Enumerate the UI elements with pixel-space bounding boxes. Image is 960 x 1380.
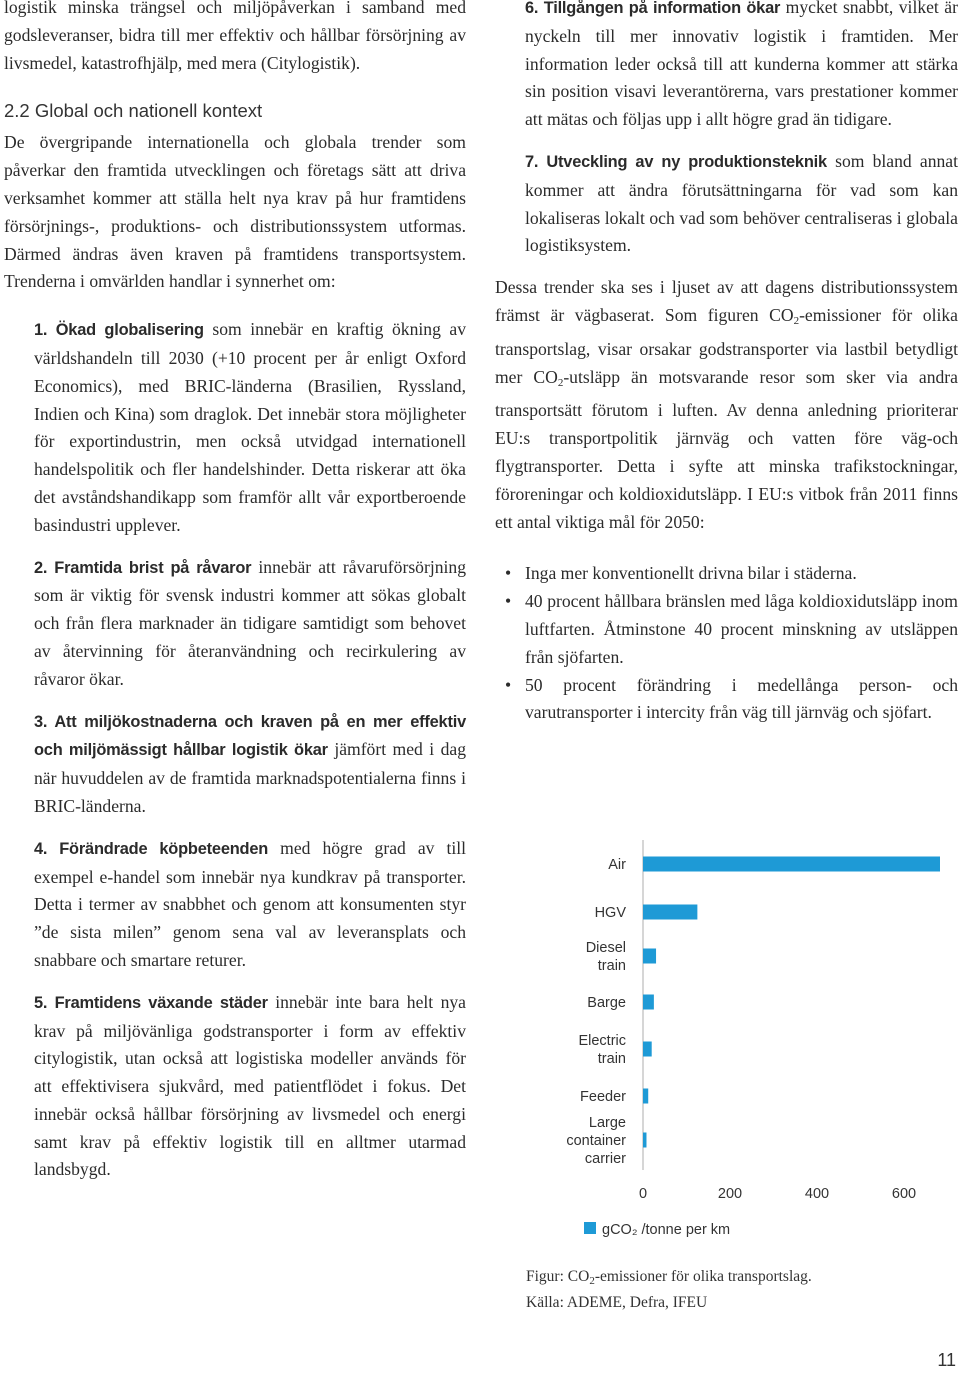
category-label: HGV: [594, 905, 626, 921]
category-label: Electric: [578, 1033, 626, 1049]
intro-paragraph: logistik minska trängsel och miljöpåverkan i samband med godsleveranser, bidra till mer effektiv och hållbar försörjning av livsmedel, katastrofhjälp, med mera (Citylogistik).: [4, 0, 466, 73]
co2-subscript: 2: [589, 1275, 595, 1287]
trend-item-1: [4, 316, 466, 539]
trend-text-3: jämfört med i dag när huvuddelen av de framtida marknadspotentialerna finns i BRIC-länderna.: [34, 739, 467, 816]
goal-text: Inga mer konventionellt drivna bilar i städerna.: [525, 563, 857, 584]
bar-hgv: [643, 905, 697, 920]
trend-title-1: 1. Ökad globalisering: [34, 321, 204, 340]
trend-item-5: [4, 989, 466, 1185]
legend-swatch: [584, 1222, 596, 1234]
emissions-chart: [560, 840, 940, 1250]
caption-part1: Figur: CO: [526, 1268, 590, 1285]
list-item: [505, 560, 958, 588]
category-label: Air: [608, 857, 626, 873]
trend-text-1: som innebär en kraftig ökning av världshandeln till 2030 (+10 procent per år enligt Oxford Economics), med BRIC-länderna (Brasilien, Ryssland, Indien och Kina) som draglok. Det innebär stora möjligheter för exportindustrin, men också utvidgad internationell handelspolitik och fler handelshinder. Detta riskerar att öka det avståndshandikapp som framför allt vår exportberoende basindustri upplever.: [34, 319, 466, 535]
page-number: 11: [937, 1350, 956, 1370]
trend-text-6: mycket snabbt, vilket är nyckeln till mer innovativ logistik i framtiden. Mer information leder också till att kunderna kommer att stärka sin position visavi leverantörerna, vars prestationer kommer att mätas och följas upp i allt högre grad än tidigare.: [525, 0, 958, 130]
goals-list: [495, 560, 958, 727]
left-column: [4, 0, 466, 1198]
trend-text-2: innebär att råvaruförsörjning som är viktig för svensk industri kommer att sökas globalt och från flera marknader än tidigare samtidigt som behovet av återvinning för återanvändning och recirkulering av råvaror ökar.: [34, 556, 466, 689]
trends-paragraph-part2: -emissioner för olika transportslag, visar orsakar godstransporter via lastbil betydligt mer CO: [495, 304, 958, 387]
trend-item-7: [495, 148, 958, 260]
caption-line: [526, 1266, 812, 1292]
category-label: Large: [588, 1115, 626, 1131]
x-tick-label: 600: [891, 1186, 917, 1202]
category-label: train: [597, 1051, 626, 1067]
trend-text-7: som bland annat kommer att ändra förutsättningarna för vad som kan lokaliseras lokalt och vad som behöver centraliseras i globala logistiksystem.: [525, 150, 958, 256]
bullet-icon: •: [505, 674, 512, 695]
bar-electric-train: [643, 1042, 652, 1057]
category-label: carrier: [584, 1151, 626, 1167]
bar-large-container-carrier: [643, 1133, 646, 1148]
list-item: [505, 588, 958, 671]
category-label: train: [597, 958, 626, 974]
trend-title-2: 2. Framtida brist på råvaror: [34, 558, 252, 577]
trend-title-3: 3. Att miljökostnaderna och kraven på en mer effektiv och miljömässigt hållbar logistik ökar: [34, 712, 466, 760]
co2-subscript: 2: [557, 376, 564, 389]
trend-item-3: [4, 708, 466, 821]
trend-text-4: med högre grad av till exempel e-handel som innebär nya kundkrav på transporter. Detta i termer av snabbhet och genom att konsumenten styr ”de sista milen” genom sena val av leveransplats och snabbare och smartare returer.: [34, 837, 466, 970]
trends-paragraph: [495, 274, 958, 536]
legend-label: gCO₂ /tonne per km: [602, 1222, 731, 1238]
caption-source: Källa: ADEME, Defra, IFEU: [526, 1294, 708, 1311]
category-label: Feeder: [580, 1089, 626, 1105]
goal-text: 40 procent hållbara bränslen med låga koldioxidutsläpp inom luftfarten. Åtminstone 40 procent minskning av utsläppen från sjöfarten.: [525, 591, 958, 667]
section-heading: 2.2 Global och nationell kontext: [4, 100, 263, 122]
right-column: [495, 0, 958, 727]
trends-paragraph-part1: Dessa trender ska ses i ljuset av att dagens distributionssystem främst är vägbaserat. Som figuren CO: [495, 277, 958, 325]
trends-paragraph-part3: -utsläpp än motsvarande resor som sker via andra transportsätt förutom i luften. Av denna anledning prioriterar EU:s transportpolitik järnväg och vatten före väg-och flygtransporter. Detta i syfte att minska trafikstockningar, föroreningar och koldioxidutsläpp. I EU:s vitbok från 2011 finns ett antal viktiga mål för 2050:: [495, 366, 958, 532]
bar-air: [643, 857, 940, 872]
trend-title-5: 5. Framtidens växande städer: [34, 993, 268, 1012]
list-item: [505, 672, 958, 728]
goal-text: 50 procent förändring i medellånga person- och varutransporter i intercity från väg till järnväg och sjöfart.: [525, 674, 958, 723]
figure-caption: [526, 1266, 812, 1314]
trend-title-6: 6. Tillgången på information ökar: [525, 0, 781, 17]
x-tick-label: 0: [638, 1186, 648, 1202]
category-label: container: [566, 1133, 626, 1149]
category-label: Diesel: [585, 940, 626, 956]
bar-diesel-train: [643, 949, 656, 964]
x-tick-label: 200: [717, 1186, 743, 1202]
bar-barge: [643, 995, 654, 1010]
bar-feeder: [643, 1089, 648, 1104]
caption-part2: -emissioner för olika transportslag.: [594, 1268, 812, 1285]
emissions-chart-svg: [560, 840, 940, 1250]
trend-item-6: [495, 0, 958, 134]
trend-item-4: [4, 835, 466, 975]
bullet-icon: •: [505, 591, 512, 612]
trend-title-7: 7. Utveckling av ny produktionsteknik: [525, 152, 827, 171]
bullet-icon: •: [505, 563, 512, 584]
trend-title-4: 4. Förändrade köpbeteenden: [34, 839, 269, 858]
co2-subscript: 2: [793, 314, 800, 327]
x-tick-label: 400: [804, 1186, 830, 1202]
trend-item-2: [4, 554, 466, 694]
trend-text-5: innebär inte bara helt nya krav på miljövänliga godstransporter i form av effektiv citylogistik, utan också att logistiska modeller används för att effektivisera sjukvård, med patientflödet i fokus. Det innebär också hållbar försörjning av livsmedel och energi samt krav på effektiv logistik till en alltmer utarmad landsbygd.: [34, 991, 466, 1180]
section-body: De övergripande internationella och globala trender som påverkar den framtida utvecklingen och företags sätt att driva verksamhet kommer att ställa helt nya krav på hur framtidens försörjnings-, produktions- och distributionssystem utformas. Därmed ändras även kraven på framtidens transportsystem. Trenderna i omvärlden handlar i synnerhet om:: [4, 132, 466, 292]
category-label: Barge: [587, 995, 626, 1011]
